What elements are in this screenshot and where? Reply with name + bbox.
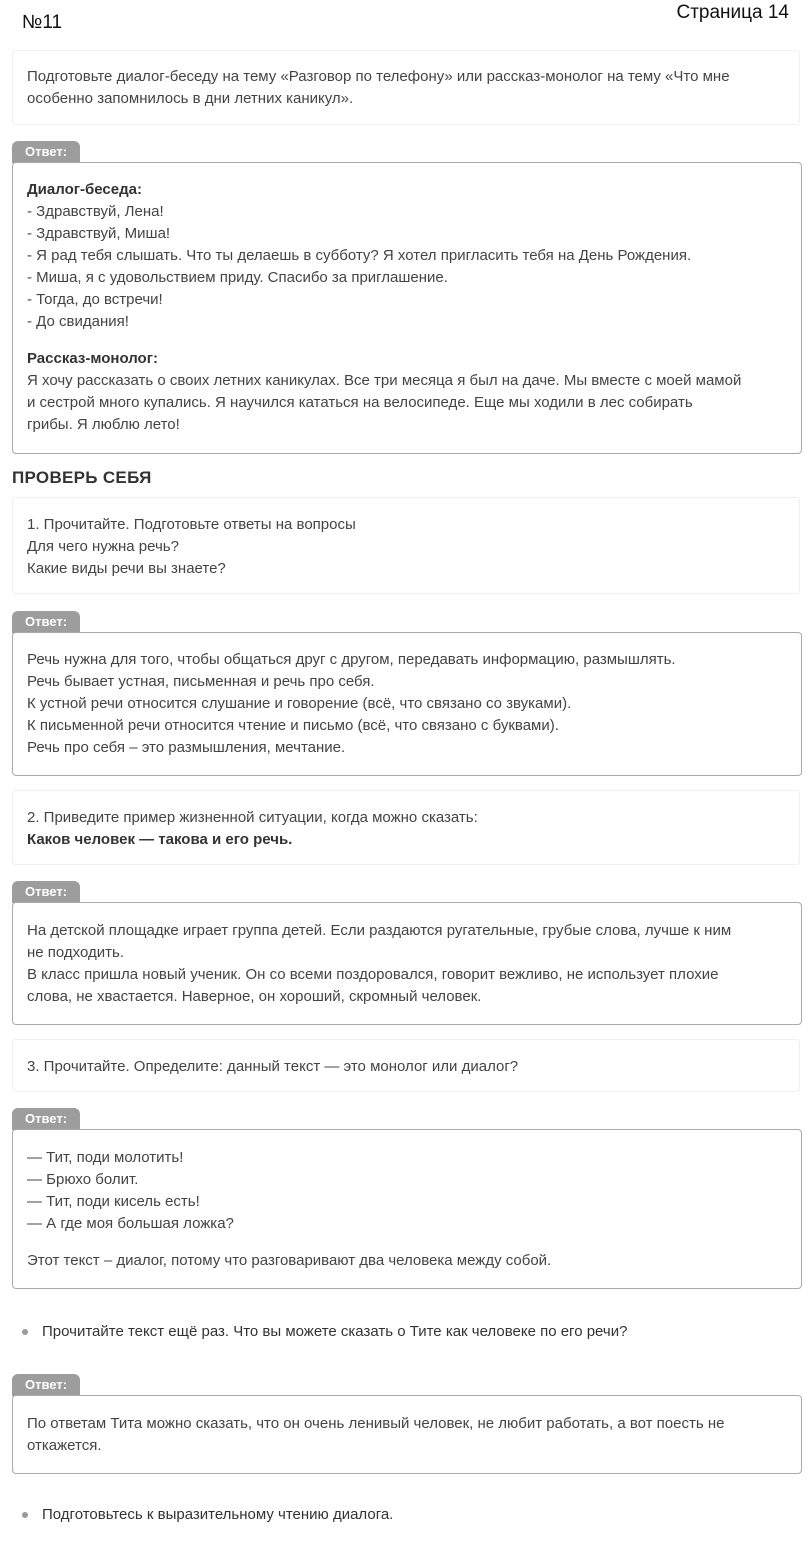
monolog-line: и сестрой много купались. Я научился кататься на велосипеде. Еще мы ходили в лес собирать [27, 394, 693, 411]
answer-line: В класс пришла новый ученик. Он со всеми поздоровался, говорит вежливо, не использует плохие [27, 966, 719, 983]
dialog-line: - Здравствуй, Миша! [27, 225, 171, 242]
dialog-line: - До свидания! [27, 313, 129, 330]
question-line: 1. Прочитайте. Подготовьте ответы на вопросы [27, 516, 356, 533]
dialog-line: - Миша, я с удовольствием приду. Спасибо за приглашение. [27, 269, 448, 286]
dialog-line: — А где моя большая ложка? [27, 1215, 234, 1232]
answer-tab: Ответ: [12, 1108, 80, 1130]
dialog-line: - Здравствуй, Лена! [27, 203, 164, 220]
bullet-dot-icon [22, 1329, 28, 1335]
dialog-line: - Тогда, до встречи! [27, 291, 163, 308]
answer-tab: Ответ: [12, 141, 80, 163]
answer-line: Этот текст – диалог, потому что разговаривают два человека между собой. [27, 1252, 552, 1269]
dialog-line: — Тит, поди молотить! [27, 1149, 184, 1166]
task-box [12, 50, 800, 125]
task-line: особенно запомнилось в дни летних каникул». [27, 90, 354, 107]
bullet-item [22, 1504, 393, 1526]
monolog-line: Я хочу рассказать о своих летних каникулах. Все три месяца я был на даче. Мы вместе с моей мамой [27, 372, 742, 389]
page-number: Страница 14 [676, 2, 789, 23]
question-line: Для чего нужна речь? [27, 538, 179, 555]
bullet-dot-icon [22, 1512, 28, 1518]
answer-box [12, 162, 802, 454]
proverb: Каков человек — такова и его речь. [27, 831, 293, 848]
answer-line: Речь про себя – это размышления, мечтание. [27, 739, 346, 756]
answer-box [12, 902, 802, 1025]
answer-tab: Ответ: [12, 881, 80, 903]
dialog-line: — Тит, поди кисель есть! [27, 1193, 200, 1210]
section-title: ПРОВЕРЬ СЕБЯ [12, 468, 152, 487]
answer-line: По ответам Тита можно сказать, что он очень ленивый человек, не любит работать, а вот поесть не [27, 1415, 725, 1432]
task-line: Подготовьте диалог-беседу на тему «Разговор по телефону» или рассказ-монолог на тему «Что мне [27, 68, 730, 85]
bullet-item [22, 1321, 627, 1343]
answer-box [12, 1395, 802, 1474]
question-box [12, 1039, 800, 1092]
answer-line: Речь бывает устная, письменная и речь про себя. [27, 673, 375, 690]
question-line: 3. Прочитайте. Определите: данный текст — это монолог или диалог? [27, 1058, 519, 1075]
bullet-text: Подготовьтесь к выразительному чтению диалога. [42, 1506, 394, 1523]
answer-line: Речь нужна для того, чтобы общаться друг с другом, передавать информацию, размышлять. [27, 651, 676, 668]
answer-line: не подходить. [27, 944, 125, 961]
monolog-title: Рассказ-монолог: [27, 350, 158, 367]
question-box [12, 497, 800, 594]
question-line: Какие виды речи вы знаете? [27, 560, 226, 577]
question-line: 2. Приведите пример жизненной ситуации, когда можно сказать: [27, 809, 478, 826]
answer-tab: Ответ: [12, 611, 80, 633]
dialog-line: - Я рад тебя слышать. Что ты делаешь в субботу? Я хотел пригласить тебя на День Рождения. [27, 247, 692, 264]
monolog-line: грибы. Я люблю лето! [27, 416, 180, 433]
answer-line: слова, не хвастается. Наверное, он хороший, скромный человек. [27, 988, 482, 1005]
answer-line: К письменной речи относится чтение и письмо (всё, что связано с буквами). [27, 717, 559, 734]
answer-tab: Ответ: [12, 1374, 80, 1396]
question-box [12, 790, 800, 865]
exercise-number: №11 [22, 12, 63, 33]
answer-line: К устной речи относится слушание и говорение (всё, что связано со звуками). [27, 695, 572, 712]
answer-box [12, 632, 802, 776]
answer-box [12, 1129, 802, 1289]
answer-line: откажется. [27, 1437, 102, 1454]
dialog-title: Диалог-беседа: [27, 181, 142, 198]
bullet-text: Прочитайте текст ещё раз. Что вы можете сказать о Тите как человеке по его речи? [42, 1323, 628, 1340]
dialog-line: — Брюхо болит. [27, 1171, 139, 1188]
answer-line: На детской площадке играет группа детей. Если раздаются ругательные, грубые слова, лучше к ним [27, 922, 732, 939]
